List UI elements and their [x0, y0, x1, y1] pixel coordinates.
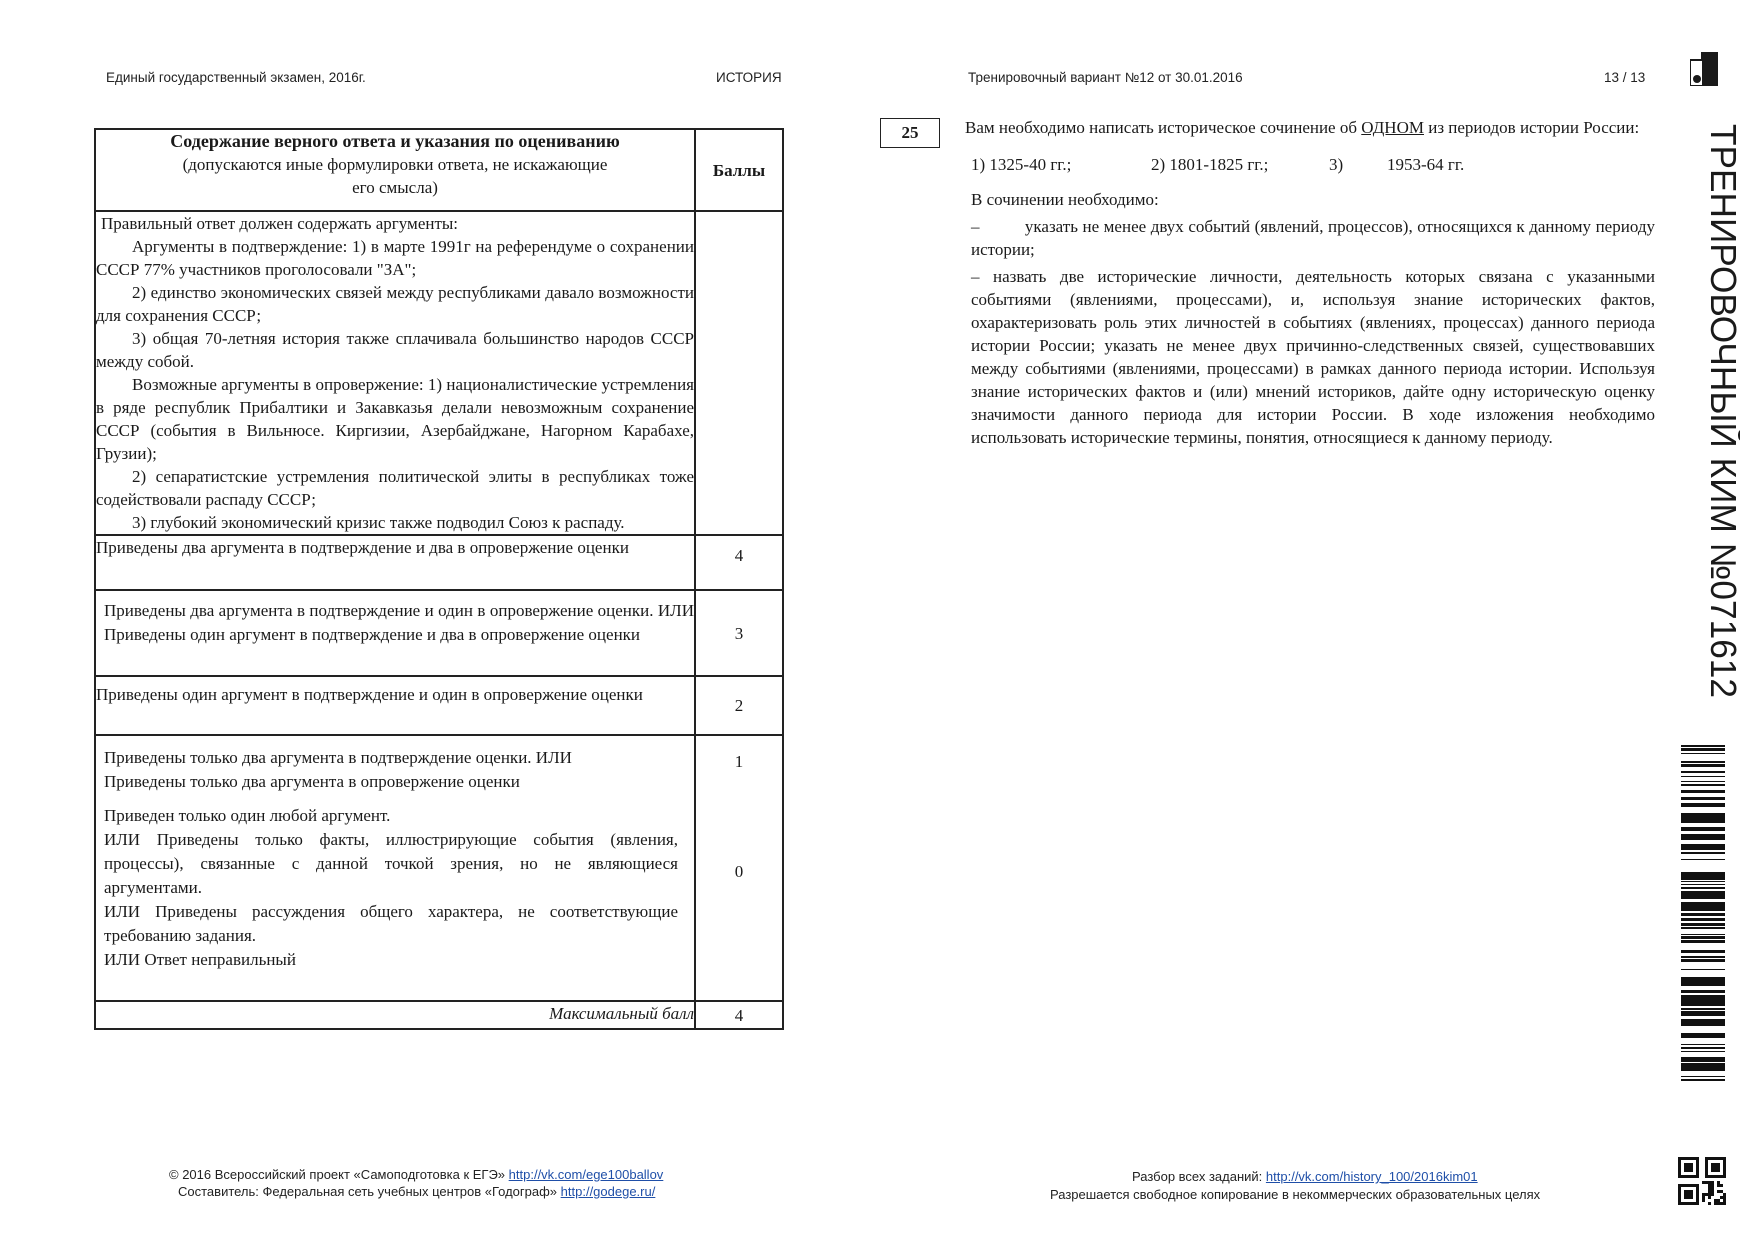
task-intro-part-2: из периодов истории России:: [1423, 118, 1640, 137]
side-title-text: ТРЕНИРОВОЧНЫЙ КИМ №071612: [1703, 124, 1740, 711]
period-option-3: 1953-64 гг.: [1387, 155, 1465, 174]
criteria-header: [95, 129, 695, 211]
criterion-row-3: Приведены два аргумента в подтверждение и один в опровержение оценки. ИЛИ Приведены один аргумент в подтверждение и два в опровержение оценки: [95, 590, 695, 676]
criterion-0-line: Приведен только один любой аргумент.: [104, 806, 391, 825]
requirement-1: – указать не менее двух событий (явлений, процессов), относящихся к данному периоду истории;: [971, 217, 1660, 259]
points-header: Баллы: [695, 129, 783, 211]
requirements: [971, 188, 1660, 449]
answer-line: 3) глубокий экономический кризис также подводил Союз к распаду.: [132, 513, 625, 532]
points-1-0-cell: [695, 735, 783, 1001]
footer-godege-link[interactable]: http://godege.ru/: [560, 1184, 656, 1199]
points-empty-cell: [695, 211, 783, 535]
criterion-row-1-0: [95, 735, 695, 1001]
criteria-header-note-1: (допускаются иные формулировки ответа, не искажающие: [182, 155, 608, 174]
requirement-2: – назвать две исторические личности, деятельность которых связана с указанными событиями (явлениями, процессами), и, используя знание исторических фактов, охарактеризовать роль этих личностей в событиях (явлениях, процессах) данного периода истории России; указать не менее двух причинно-следственных связей, существовавших между событиями (явлениями, процессами) в рамках данного периода истории. Используя знание исторических фактов и (или) мнений историков, дайте одну историческую оценку значимости данного периода для истории России. В ходе изложения необходимо использовать исторические термины, понятия, относящиеся к данному периоду.: [971, 267, 1655, 447]
footer-copyright: [169, 1166, 663, 1184]
criteria-header-note-2: его смысла): [352, 178, 438, 197]
max-score-value: 4: [695, 1001, 783, 1029]
criterion-0-line: ИЛИ Ответ неправильный: [104, 950, 296, 969]
footer-copyright-text: © 2016 Всероссийский проект «Самоподготовка к ЕГЭ»: [169, 1167, 509, 1182]
footer-review-link[interactable]: http://vk.com/history_100/2016kim01: [1265, 1169, 1478, 1184]
requirements-title: В сочинении необходимо:: [971, 190, 1159, 209]
exam-logo-icon: [1690, 52, 1720, 86]
period-option-3-number: 3): [1329, 155, 1344, 174]
max-score-label: Максимальный балл: [95, 1001, 695, 1029]
points-2: 2: [695, 676, 783, 735]
footer-vk-link[interactable]: http://vk.com/ege100ballov: [508, 1167, 664, 1182]
points-0: 0: [734, 862, 744, 881]
points-1: 1: [734, 752, 744, 771]
variant-title: Тренировочный вариант №12 от 30.01.2016: [968, 70, 1243, 85]
task-number: 25: [880, 118, 940, 148]
answer-line: Аргументы в подтверждение: 1) в марте 1991г на референдуме о сохранении СССР 77% участников проголосовали "ЗА";: [96, 237, 694, 279]
criterion-row-4: Приведены два аргумента в подтверждение и два в опровержение оценки: [95, 535, 695, 590]
task-body: [965, 116, 1660, 449]
footer-review: [1132, 1168, 1478, 1186]
points-4: 4: [695, 535, 783, 590]
footer-review-text: Разбор всех заданий:: [1132, 1169, 1266, 1184]
subject-title: ИСТОРИЯ: [716, 70, 782, 85]
criteria-header-title: Содержание верного ответа и указания по оцениванию: [170, 131, 620, 151]
answer-intro: Правильный ответ должен содержать аргументы:: [101, 214, 459, 233]
task-intro: [965, 116, 1655, 139]
criterion-0-line: ИЛИ Приведены только факты, иллюстрирующие события (явления, процессы), связанные с данной точкой зрения, но не являющиеся аргументами.: [104, 830, 678, 897]
page-number: 13 / 13: [1604, 70, 1646, 85]
period-option-2: 2) 1801-1825 гг.;: [1151, 155, 1269, 174]
footer-author-text: Составитель: Федеральная сеть учебных центров «Годограф»: [178, 1184, 561, 1199]
task-intro-underlined: ОДНОМ: [1361, 118, 1424, 137]
criteria-table: [94, 128, 784, 1030]
answer-line: Возможные аргументы в опровержение: 1) националистические устремления в ряде республик Прибалтики и Закавказья делали невозможным сохранение СССР (события в Вильнюсе. Киргизии, Азербайджане, Нагорном Карабахе, Грузии);: [96, 375, 694, 463]
criterion-1-line: Приведены только два аргумента в подтверждение оценки. ИЛИ: [104, 748, 572, 767]
answer-line: 2) сепаратистские устремления политической элиты в республиках тоже содействовали распаду СССР;: [96, 467, 694, 509]
qr-code: [1678, 1157, 1726, 1205]
task-intro-part-1: Вам необходимо написать историческое сочинение об: [965, 118, 1362, 137]
points-3: 3: [695, 590, 783, 676]
period-list: [971, 153, 1655, 176]
correct-answer-cell: [95, 211, 695, 535]
criterion-0-line: ИЛИ Приведены рассуждения общего характера, не соответствующие требованию задания.: [104, 902, 678, 945]
exam-title: Единый государственный экзамен, 2016г.: [106, 70, 366, 85]
answer-line: 2) единство экономических связей между республиками давало возможности для сохранения СССР;: [96, 283, 694, 325]
side-title: [1650, 124, 1740, 724]
footer-author: [178, 1183, 655, 1201]
criterion-row-2: Приведены один аргумент в подтверждение и один в опровержение оценки: [95, 676, 695, 735]
criterion-1-line: Приведены только два аргумента в опровержение оценки: [104, 772, 520, 791]
period-option-1: 1) 1325-40 гг.;: [971, 155, 1072, 174]
barcode: [1681, 745, 1725, 1081]
answer-line: 3) общая 70-летняя история также сплачивала большинство народов СССР между собой.: [96, 329, 694, 371]
footer-license: Разрешается свободное копирование в некоммерческих образовательных целях: [1050, 1187, 1541, 1202]
